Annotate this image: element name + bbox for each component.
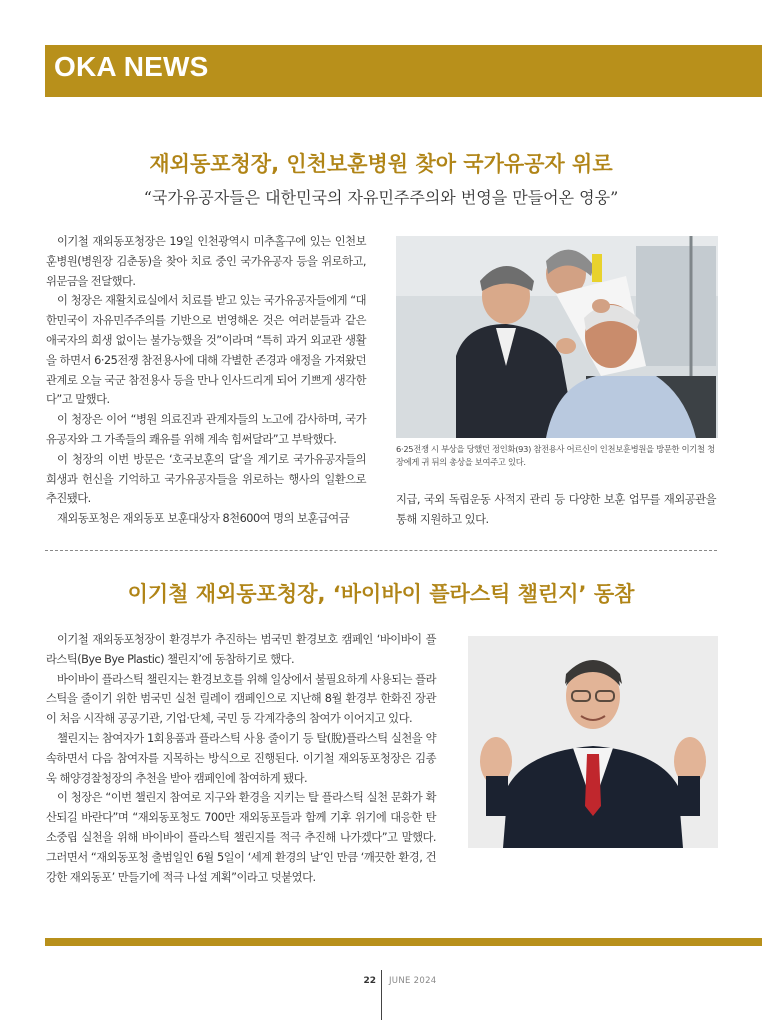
section-divider (45, 550, 717, 551)
footer-bar (45, 938, 762, 946)
section-title: OKA NEWS (54, 51, 209, 82)
page-number: 22 (363, 976, 376, 986)
article1-paragraph: 재외동포청은 재외동포 보훈대상자 8천600여 명의 보훈급여금 (57, 512, 350, 526)
article2-paragraph: 이기철 재외동포청장이 환경부가 추진하는 범국민 환경보호 캠페인 ‘바이바이 플라스틱(Bye Bye Plastic) 챌린지’에 동참하기로 했다. (46, 633, 436, 666)
article1-subheadline: “국가유공자들은 대한민국의 자유민주주의와 번영을 만들어온 영웅” (143, 188, 619, 207)
footer-divider (381, 970, 382, 1020)
article1-paragraph: 이 청장의 이번 방문은 ‘호국보훈의 달’을 계기로 국가유공자들의 희생과 헌신을 기억하고 국가유공자들을 위로하는 행사의 일환으로 추진됐다. (46, 452, 366, 506)
article1-paragraph: 이기철 재외동포청장은 19일 인천광역시 미추홀구에 있는 인천보훈병원(병원장 김춘동)을 찾아 치료 중인 국가유공자 등을 위로하고, 위문금을 전달했다. (46, 235, 366, 288)
article2-body (46, 630, 436, 887)
article1-paragraph: 이 청장은 이어 “병원 의료진과 관계자들의 노고에 감사하며, 국가유공자와 그 가족들의 쾌유를 위해 계속 힘써달라”고 부탁했다. (46, 413, 366, 446)
issue-date: JUNE 2024 (389, 976, 437, 986)
article1-body-col1 (46, 232, 366, 529)
article2-paragraph: 이 청장은 “이번 챌린지 참여로 지구와 환경을 지키는 탈 플라스틱 실천 문화가 확산되길 바란다”며 “재외동포청도 700만 재외동포들과 함께 기후 위기에 대응한 탄소중립 실천을 위해 바이바이 플라스틱 챌린지를 적극 추진해 나가겠다”고 말했다. 그러면서 “재외동포청 출범일인 6월 5일이 ‘세계 환경의 날’인 만큼 ‘깨끗한 환경, 건강한 재외동포’ 만들기에 적극 나설 계획”이라고 덧붙였다. (46, 791, 436, 884)
article2-paragraph: 바이바이 플라스틱 챌린지는 환경보호를 위해 일상에서 불필요하게 사용되는 플라스틱을 줄이기 위한 범국민 실천 릴레이 캠페인으로 지난해 8월 환경부 한화진 장관이 처음 시작해 공공기관, 기업·단체, 국민 등 각계각층의 참여가 이어지고 있다. (46, 672, 436, 726)
portrait-photo (468, 636, 718, 848)
hospital-visit-photo (396, 236, 718, 438)
article2-headline: 이기철 재외동포청장, ‘바이바이 플라스틱 챌린지’ 동참 (127, 582, 635, 606)
article1-headline: 재외동포청장, 인천보훈병원 찾아 국가유공자 위로 (149, 152, 613, 176)
photo-caption: 6·25전쟁 시 부상을 당했던 정인화(93) 참전용사 어르신이 인천보훈병원을 방문한 이기철 청장에게 귀 뒤의 총상을 보여주고 있다. (396, 444, 715, 467)
header-bar (45, 45, 762, 97)
article1-body-col2 (396, 490, 716, 530)
article1-paragraph: 지급, 국외 독립운동 사적지 관리 등 다양한 보훈 업무를 재외공관을 통해 지원하고 있다. (396, 493, 716, 526)
article2-paragraph: 챌린지는 참여자가 1회용품과 플라스틱 사용 줄이기 등 탈(脫)플라스틱 실천을 약속하면서 다음 참여자를 지목하는 방식으로 진행된다. 이기철 재외동포청장은 김종욱 해양경찰청장의 추천을 받아 캠페인에 참여하게 됐다. (46, 731, 436, 785)
article1-paragraph: 이 청장은 재활치료실에서 치료를 받고 있는 국가유공자들에게 “대한민국이 자유민주주의를 기반으로 번영해온 것은 여러분들과 같은 애국자의 희생 없이는 불가능했을 것”이라며 “특히 과거 외교관 생활을 하면서 6·25전쟁 참전용사에 대해 각별한 존경과 애정을 가져왔던 관계로 오늘 국군 참전용사 등을 만나 인사드리게 되어 기쁘게 생각한다”고 말했다. (46, 294, 366, 407)
